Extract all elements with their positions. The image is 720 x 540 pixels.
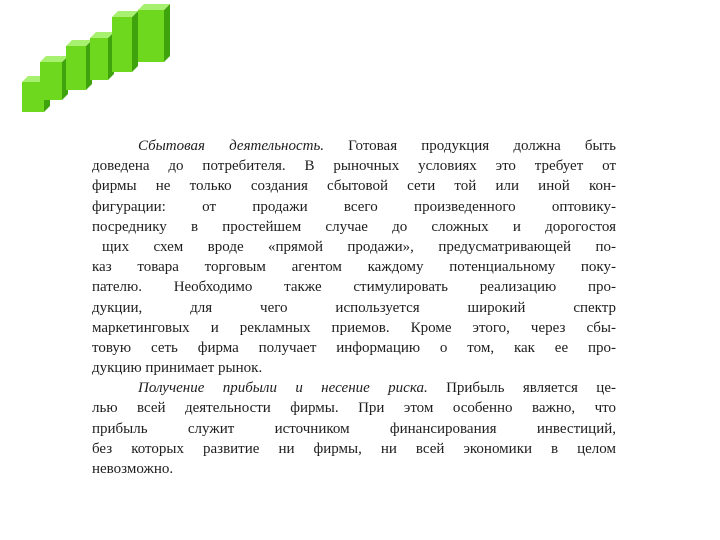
text-line: Получение прибыли и несение риска. Прибыль является це- xyxy=(138,380,616,397)
text-line: дукцию принимает рынок. xyxy=(92,360,263,377)
text-line: без которых развитие ни фирмы, ни всей экономики в целом xyxy=(92,440,616,457)
text-line: фирмы не только создания сбытовой сети той или иной кон- xyxy=(92,178,616,195)
logo-bar xyxy=(66,46,86,90)
document-text xyxy=(92,136,616,479)
text-line: доведена до потребителя. В рыночных условиях это требует от xyxy=(92,158,616,175)
logo-bar-side xyxy=(132,11,138,72)
paragraph-lead: Сбытовая деятельность. xyxy=(138,138,325,154)
text-line: дукции, для чего используется широкий спектр xyxy=(92,299,616,316)
text-line: пателю. Необходимо также стимулировать реализацию про- xyxy=(92,279,616,296)
paragraph-profit-and-risk xyxy=(92,378,616,479)
logo-bar xyxy=(40,62,62,100)
text-line: Сбытовая деятельность. Готовая продукция должна быть xyxy=(138,138,616,154)
text-line: посреднику в простейшем случае до сложных и дорогостоя xyxy=(92,218,616,235)
text-line: фигурации: от продажи всего произведенного оптовику- xyxy=(92,198,616,215)
text-line: прибыль служит источником финансирования инвестиций, xyxy=(92,420,616,437)
text-line: товую сеть фирма получает информацию о том, как ее про- xyxy=(92,339,616,356)
logo-bar xyxy=(90,38,108,80)
text-line: лью всей деятельности фирмы. При этом особенно важно, что xyxy=(92,400,616,417)
logo-bar xyxy=(112,17,132,72)
text-line: маркетинговых и рекламных приемов. Кроме этого, через сбы- xyxy=(92,319,616,336)
bar-chart-logo-icon xyxy=(0,0,170,120)
paragraph-lead: Получение прибыли и несение риска. xyxy=(138,380,428,397)
text-line: невозможно. xyxy=(92,461,174,477)
paragraph-sales-activity xyxy=(92,136,616,378)
logo-bar-side xyxy=(164,4,170,62)
text-line: щих схем вроде «прямой продажи», предусматривающей по- xyxy=(102,238,616,255)
logo-bar xyxy=(138,10,164,62)
text-line: каз товара торговым агентом каждому потенциальному поку- xyxy=(92,259,616,276)
